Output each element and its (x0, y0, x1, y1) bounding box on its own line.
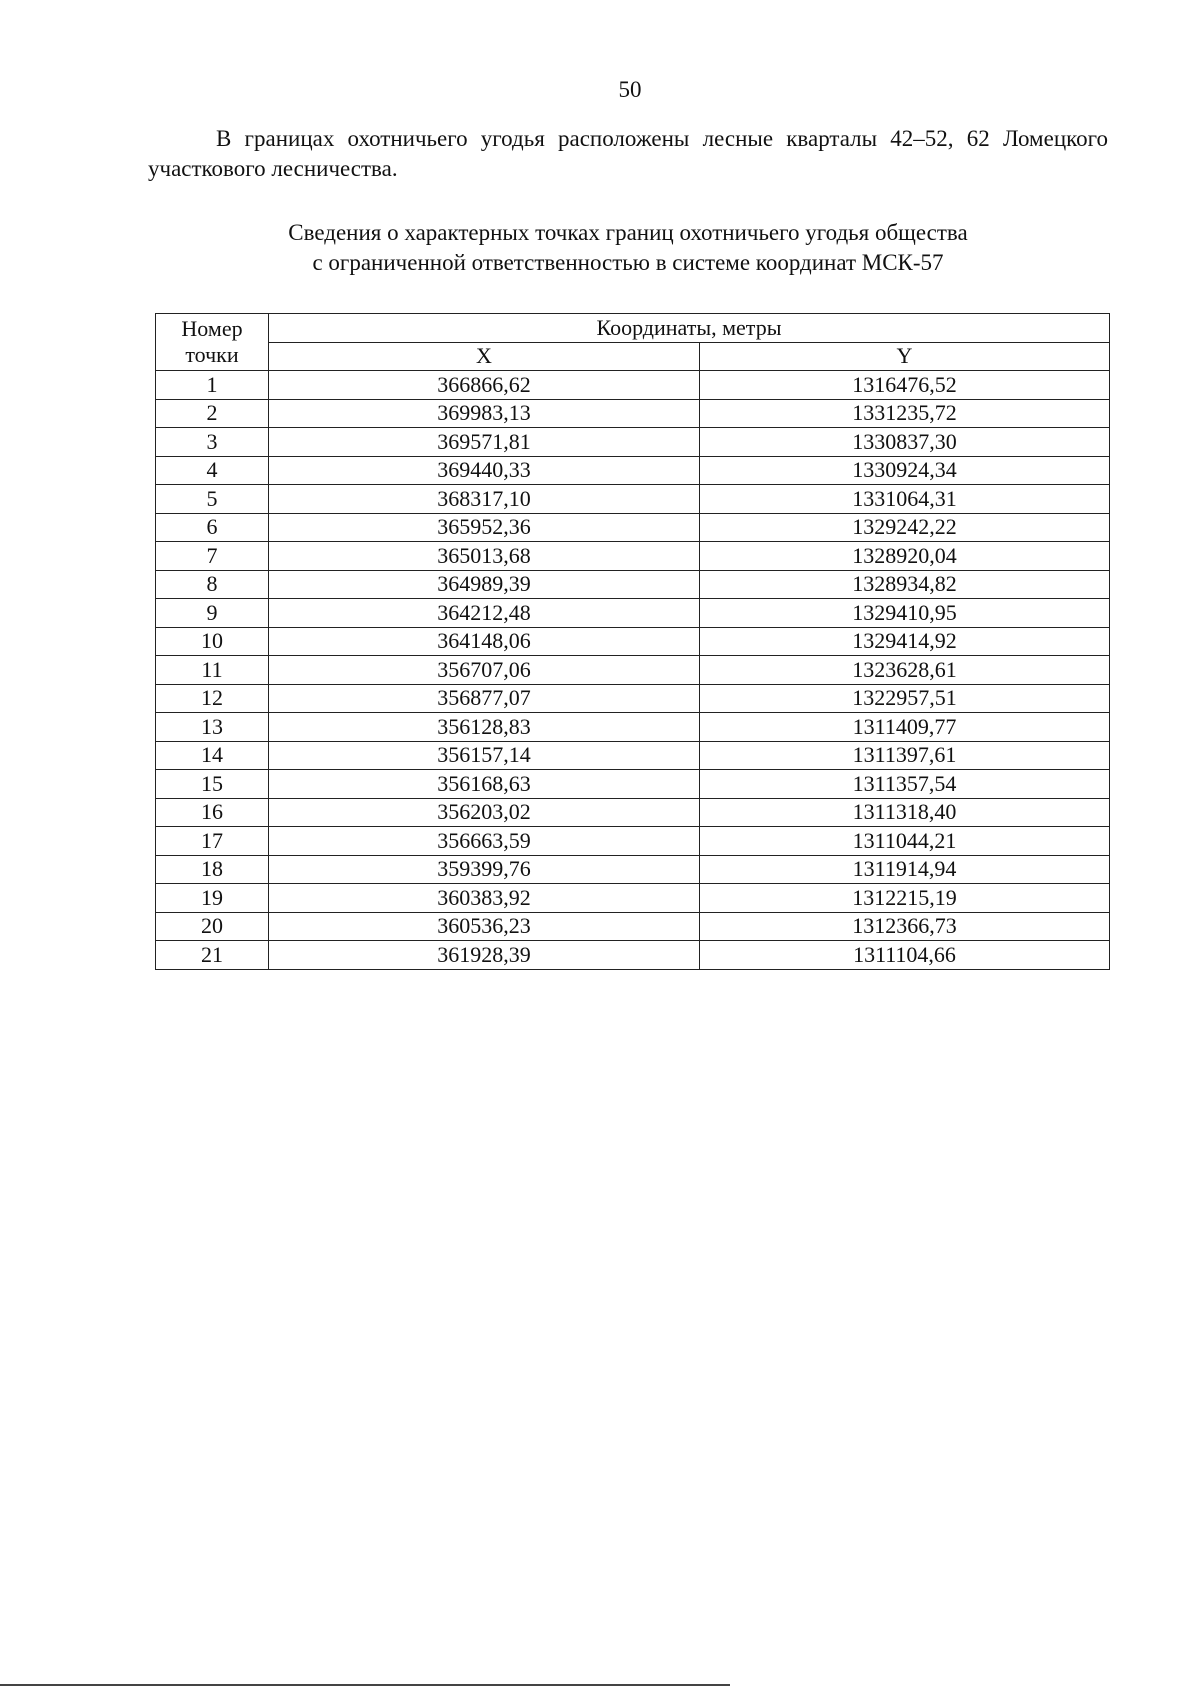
cell-point-number: 11 (156, 656, 269, 685)
cell-x: 364212,48 (269, 599, 700, 628)
cell-point-number: 3 (156, 428, 269, 457)
cell-y: 1329242,22 (700, 513, 1110, 542)
cell-y: 1311044,21 (700, 827, 1110, 856)
coordinates-table (155, 313, 1110, 970)
table-row (156, 371, 1110, 400)
cell-y: 1330837,30 (700, 428, 1110, 457)
cell-y: 1312366,73 (700, 912, 1110, 941)
table-row (156, 627, 1110, 656)
table-row (156, 770, 1110, 799)
cell-x: 361928,39 (269, 941, 700, 970)
cell-point-number: 10 (156, 627, 269, 656)
cell-point-number: 9 (156, 599, 269, 628)
table-title-line-2: с ограниченной ответственностью в системе координат МСК-57 (312, 250, 944, 275)
cell-x: 366866,62 (269, 371, 700, 400)
cell-y: 1328920,04 (700, 542, 1110, 571)
table-row (156, 798, 1110, 827)
cell-point-number: 7 (156, 542, 269, 571)
bottom-rule (0, 1684, 730, 1686)
cell-point-number: 8 (156, 570, 269, 599)
cell-point-number: 21 (156, 941, 269, 970)
cell-x: 365013,68 (269, 542, 700, 571)
cell-x: 360383,92 (269, 884, 700, 913)
cell-x: 368317,10 (269, 485, 700, 514)
cell-point-number: 18 (156, 855, 269, 884)
cell-x: 356203,02 (269, 798, 700, 827)
cell-x: 369983,13 (269, 399, 700, 428)
cell-point-number: 1 (156, 371, 269, 400)
cell-point-number: 6 (156, 513, 269, 542)
table-row (156, 399, 1110, 428)
table-row (156, 542, 1110, 571)
cell-point-number: 5 (156, 485, 269, 514)
table-row (156, 884, 1110, 913)
cell-point-number: 15 (156, 770, 269, 799)
table-row (156, 570, 1110, 599)
cell-x: 356168,63 (269, 770, 700, 799)
cell-point-number: 4 (156, 456, 269, 485)
table-row (156, 684, 1110, 713)
cell-point-number: 16 (156, 798, 269, 827)
cell-x: 369571,81 (269, 428, 700, 457)
cell-x: 364148,06 (269, 627, 700, 656)
cell-y: 1323628,61 (700, 656, 1110, 685)
cell-point-number: 13 (156, 713, 269, 742)
cell-y: 1329414,92 (700, 627, 1110, 656)
table-row (156, 513, 1110, 542)
table-row (156, 428, 1110, 457)
cell-y: 1311914,94 (700, 855, 1110, 884)
cell-y: 1329410,95 (700, 599, 1110, 628)
cell-y: 1316476,52 (700, 371, 1110, 400)
cell-x: 356157,14 (269, 741, 700, 770)
cell-y: 1311397,61 (700, 741, 1110, 770)
table-row (156, 656, 1110, 685)
cell-y: 1322957,51 (700, 684, 1110, 713)
cell-y: 1331235,72 (700, 399, 1110, 428)
cell-point-number: 20 (156, 912, 269, 941)
cell-x: 356663,59 (269, 827, 700, 856)
cell-point-number: 17 (156, 827, 269, 856)
header-point-number: Номер точки (156, 314, 269, 371)
table-row (156, 912, 1110, 941)
table-title-line-1: Сведения о характерных точках границ охотничьего угодья общества (288, 220, 968, 245)
header-coordinates: Координаты, метры (269, 314, 1110, 343)
page-number: 50 (618, 77, 642, 102)
table-row (156, 741, 1110, 770)
cell-y: 1312215,19 (700, 884, 1110, 913)
table-row (156, 827, 1110, 856)
cell-point-number: 2 (156, 399, 269, 428)
table-row (156, 485, 1110, 514)
cell-x: 369440,33 (269, 456, 700, 485)
cell-x: 365952,36 (269, 513, 700, 542)
cell-x: 359399,76 (269, 855, 700, 884)
cell-point-number: 12 (156, 684, 269, 713)
intro-paragraph: В границах охотничьего угодья расположены лесные кварталы 42–52, 62 Ломецкого участкового лесничества. (148, 126, 1108, 181)
table-title (148, 218, 1108, 278)
cell-y: 1311357,54 (700, 770, 1110, 799)
cell-y: 1311104,66 (700, 941, 1110, 970)
cell-x: 356707,06 (269, 656, 700, 685)
cell-point-number: 14 (156, 741, 269, 770)
cell-y: 1330924,34 (700, 456, 1110, 485)
table-row (156, 941, 1110, 970)
table-row (156, 599, 1110, 628)
cell-x: 360536,23 (269, 912, 700, 941)
cell-point-number: 19 (156, 884, 269, 913)
header-x: X (269, 342, 700, 371)
table-row (156, 456, 1110, 485)
cell-y: 1311409,77 (700, 713, 1110, 742)
cell-x: 364989,39 (269, 570, 700, 599)
cell-y: 1328934,82 (700, 570, 1110, 599)
cell-x: 356877,07 (269, 684, 700, 713)
table-body (156, 371, 1110, 970)
table-row (156, 713, 1110, 742)
cell-x: 356128,83 (269, 713, 700, 742)
header-y: Y (700, 342, 1110, 371)
cell-y: 1311318,40 (700, 798, 1110, 827)
cell-y: 1331064,31 (700, 485, 1110, 514)
table-row (156, 855, 1110, 884)
